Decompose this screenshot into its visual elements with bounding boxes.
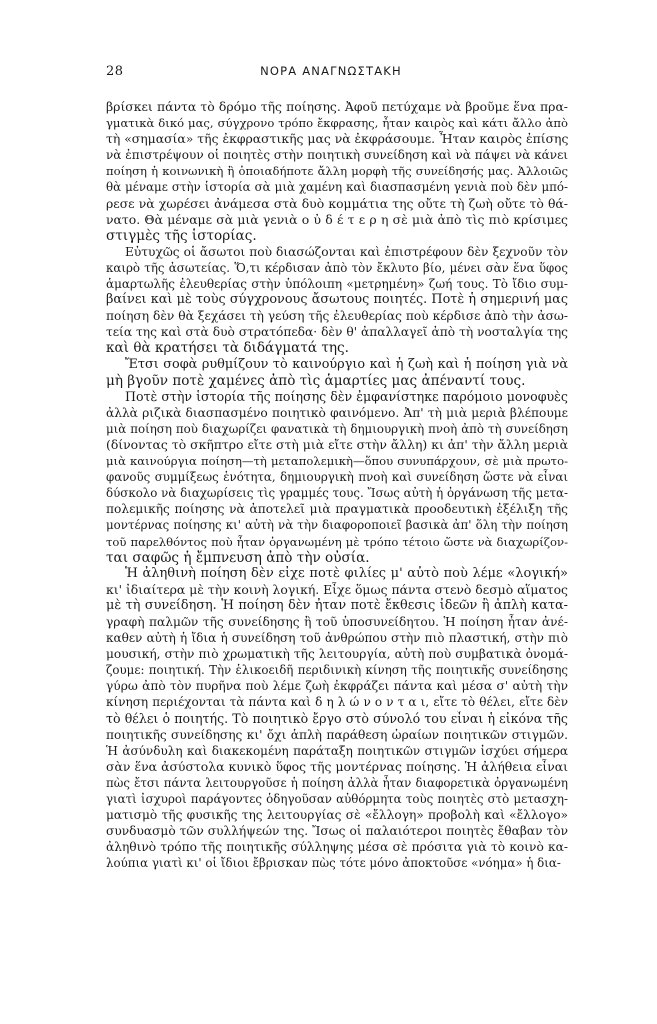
text-line: ται σαφῶς ἡ ἔμπνευση ἀπὸ τὴν οὐσία. xyxy=(106,549,370,566)
text-line: Εὐτυχῶς οἱ ἄσωτοι ποὺ διασώζονται καὶ ἐπιστρέφουν δὲν ξεχνοῦν τὸν xyxy=(125,244,568,259)
text-line: μουσική, στὴν πιὸ χρωματικὴ τῆς λειτουργία, αὐτὴ ποὺ συμβατικὰ ὀνομά- xyxy=(106,647,568,662)
text-line: Ποτὲ στὴν ἱστορία τῆς ποίησης δὲν ἐμφανίστηκε παρόμοιο μονοφυὲς xyxy=(125,388,568,404)
paragraph xyxy=(106,99,568,244)
text-line: μὴ βγοῦν ποτὲ χαμένες ἀπὸ τὶς ἁμαρτίες μας ἀπέναντί τους. xyxy=(106,372,526,389)
text-line: νατο. Θὰ μέναμε σὰ μιὰ γενιὰ ο ὐ δ έ τ ε ρ η σὲ μιὰ ἀπὸ τὶς πιὸ κρίσιμες xyxy=(106,211,568,227)
text-line: λούπια γιατὶ κι' οἱ ἴδιοι ἔβρισκαν πὼς τότε μόνο ἀποκτοῦσε «νόημα» ἡ δια- xyxy=(106,856,561,871)
text-line: τοῦ παρελθόντος ποὺ ἦταν ὀργανωμένη μὲ τρόπο τέτοιο ὥστε νὰ διαχωρίζον- xyxy=(106,534,568,549)
text-line: δύσκολο νὰ διαχωρίσεις τὶς γραμμές τους. Ἴσως αὐτὴ ἡ ὀργάνωση τῆς μετα- xyxy=(106,486,568,501)
text-line: φανοῦς συμμίξεως ἑνότητα, δημιουργικὴ πνοὴ καὶ συνείδηση ὥστε νὰ εἶναι xyxy=(106,470,568,485)
text-line: γματικὰ δικό μας, σύγχρονο τρόπο ἔκφρασης, ἦταν καιρὸς καὶ κάτι ἄλλο ἀπὸ xyxy=(106,116,568,131)
text-line: μιὰ καινούργια ποίηση—τὴ μεταπολεμικὴ—ὅπου συνυπάρχουν, σὲ μιὰ πρωτο- xyxy=(106,454,568,469)
text-line: κίνηση περιέχονται τὰ πάντα καὶ δ η λ ώ ν ο ν τ α ι, εἴτε τὸ θέλει, εἴτε δὲν xyxy=(106,695,568,710)
text-line: βαίνει καὶ μὲ τοὺς σύγχρονους ἄσωτους ποιητές. Ποτὲ ἡ σημερινή μας xyxy=(106,292,568,308)
text-line: ποιητικῆς συνείδησης κι' ὄχι ἁπλὴ παράθεση ὡραίων ποιητικῶν στιγμῶν. xyxy=(106,727,568,742)
paragraph xyxy=(106,566,568,872)
text-line: ρεσε νὰ χωρέσει ἀνάμεσα στὰ δυὸ κομμάτια της οὔτε τὴ ζωὴ οὔτε τὸ θά- xyxy=(106,195,568,211)
text-line: μιὰ ποίηση ποὺ διαχωρίζει φανατικὰ τὴ δημιουργικὴ πνοὴ ἀπὸ τὴ συνείδηση xyxy=(106,421,568,436)
text-line: ποίηση ἡ κοινωνικὴ ἢ ὁποιαδήποτε ἄλλη μορφὴ τῆς συνείδησής μας. Ἀλλοιῶς xyxy=(106,164,568,179)
text-line: συνδυασμὸ τῶν συλλήψεών της. Ἴσως οἱ παλαιότεροι ποιητὲς ἔθαβαν τὸν xyxy=(106,824,568,839)
text-line: Ἡ ἀσύνδυλη καὶ διακεκομένη παράταξη ποιητικῶν στιγμῶν ἰσχύει σήμερα xyxy=(106,743,568,758)
text-line: καθεν αὐτὴ ἡ ἴδια ἡ συνείδηση τοῦ ἀνθρώπου στὴν πιὸ πλαστική, στὴν πιὸ xyxy=(106,631,568,646)
text-line: νὰ ἐπιστρέψουν οἱ ποιητὲς στὴν ποιητικὴ συνείδηση καὶ νὰ πάψει νὰ κάνει xyxy=(106,148,568,163)
text-line: ἁμαρτωλῆς ἐλευθερίας στὴν ὑπόλοιπη «μετρημένη» ζωή τους. Τὸ ἴδιο συμ- xyxy=(106,277,568,292)
paragraph xyxy=(106,389,568,566)
running-head xyxy=(106,64,556,82)
text-line: πολεμικῆς ποίησης νὰ ἀποτελεῖ μιὰ πραγματικὰ προοδευτικὴ ἐξέλιξη τῆς xyxy=(106,502,568,517)
text-line: ποίηση δὲν θὰ ξεχάσει τὴ γεύση τῆς ἐλευθερίας ποὺ κέρδισε ἀπὸ τὴν ἀσω- xyxy=(106,309,568,324)
text-line: γραφὴ παλμῶν τῆς συνείδησης ἢ τοῦ ὑποσυνείδητου. Ἡ ποίηση ἦταν ἀνέ- xyxy=(106,615,568,629)
text-line: στιγμὲς τῆς ἱστορίας. xyxy=(106,227,257,244)
text-line: καιρὸ τῆς ἀσωτείας. Ὅ,τι κέρδισαν ἀπὸ τὸν ἔκλυτο βίο, μένει σὰν ἕνα ὕφος xyxy=(106,260,568,275)
text-line: γιατὶ ἰσχυροὶ παράγοντες ὁδηγοῦσαν αὐθόρμητα τοὺς ποιητὲς στὸ μετασχη- xyxy=(106,792,568,807)
text-line: καὶ θὰ κρατήσει τὰ διδάγματά της. xyxy=(106,340,349,357)
paragraph xyxy=(106,357,568,389)
text-line: βρίσκει πάντα τὸ δρόμο τῆς ποίησης. Ἀφοῦ πετύχαμε νὰ βροῦμε ἕνα πρα- xyxy=(106,99,568,114)
text-line: μὲ τὴ συνείδηση. Ἡ ποίηση δὲν ἦταν ποτὲ ἔκθεσις ἰδεῶν ἢ ἁπλὴ κατα- xyxy=(106,597,568,613)
running-title: ΝΟΡΑ ΑΝΑΓΝΩΣΤΑΚΗ xyxy=(260,64,402,78)
text-line: σὰν ἕνα ἀσύστολα κυνικὸ ὕφος τῆς μοντέρνας ποίησης. Ἡ ἀλήθεια εἶναι xyxy=(106,758,568,774)
text-line: κι' ἰδιαίτερα μὲ τὴν κοινὴ λογική. Εἶχε ὅμως πάντα στενὸ δεσμὸ αἵματος xyxy=(106,581,568,597)
text-line: θὰ μέναμε στὴν ἱστορία σὰ μιὰ χαμένη καὶ διασπασμένη γενιὰ ποὺ δὲν μπό- xyxy=(106,180,568,195)
paragraph xyxy=(106,244,568,357)
text-line: ματισμὸ τῆς φυσικῆς της λειτουργίας σὲ «ἔλλογη» προβολὴ καὶ «ἔλλογο» xyxy=(106,808,568,823)
page-number: 28 xyxy=(106,64,124,79)
text-line: ἀλλὰ ριζικὰ διασπασμένο ποιητικὸ φαινόμενο. Ἀπ' τὴ μιὰ μεριὰ βλέπουμε xyxy=(106,405,568,420)
text-line: (δίνοντας τὸ σκῆπτρο εἴτε στὴ μιὰ εἴτε στὴν ἄλλη) κι ἀπ' τὴν ἄλλη μεριὰ xyxy=(106,436,568,452)
text-line: τὸ θέλει ὁ ποιητής. Τὸ ποιητικὸ ἔργο στὸ σύνολό του εἶναι ἡ εἰκόνα τῆς xyxy=(106,710,568,726)
text-line: ζουμε: ποιητική. Τὴν ἑλικοειδῆ περιδινικὴ κίνηση τῆς ποιητικῆς συνείδησης xyxy=(106,663,568,678)
text-line: Ἡ ἀληθινὴ ποίηση δὲν εἶχε ποτὲ φιλίες μ' αὐτὸ ποὺ λέμε «λογική» xyxy=(125,565,568,581)
text-line: πὼς ἔτσι πάντα λειτουργοῦσε ἡ ποίηση ἀλλὰ ἦταν διαφορετικὰ ὀργανωμένη xyxy=(106,775,568,790)
text-line: μοντέρνας ποίησης κι' αὐτὴ νὰ τὴν διαφοροποιεῖ βασικὰ ἀπ' ὅλη τὴν ποίηση xyxy=(106,518,568,533)
text-line: γύρω ἀπὸ τὸν πυρῆνα ποὺ λέμε ζωὴ ἐκφράζει πάντα καὶ μέσα σ' αὐτὴ τὴν xyxy=(106,679,568,694)
text-line: τὴ «σημασία» τῆς ἐκφραστικῆς μας νὰ ἐκφράσουμε. Ἦταν καιρὸς ἐπίσης xyxy=(106,131,568,147)
text-line: ἀληθινὸ τρόπο τῆς ποιητικῆς σύλληψης μέσα σὲ πρόσιτα γιὰ τὸ κοινὸ κα- xyxy=(106,840,568,855)
text-line: τεία της καὶ στὰ δυὸ στρατόπεδα· δὲν θ' ἀπαλλαγεῖ ἀπὸ τὴ νοσταλγία της xyxy=(106,325,568,340)
body-text xyxy=(106,99,568,872)
text-line: Ἔτσι σοφὰ ρυθμίζουν τὸ καινούργιο καὶ ἡ ζωὴ καὶ ἡ ποίηση γιὰ νὰ xyxy=(125,356,568,372)
